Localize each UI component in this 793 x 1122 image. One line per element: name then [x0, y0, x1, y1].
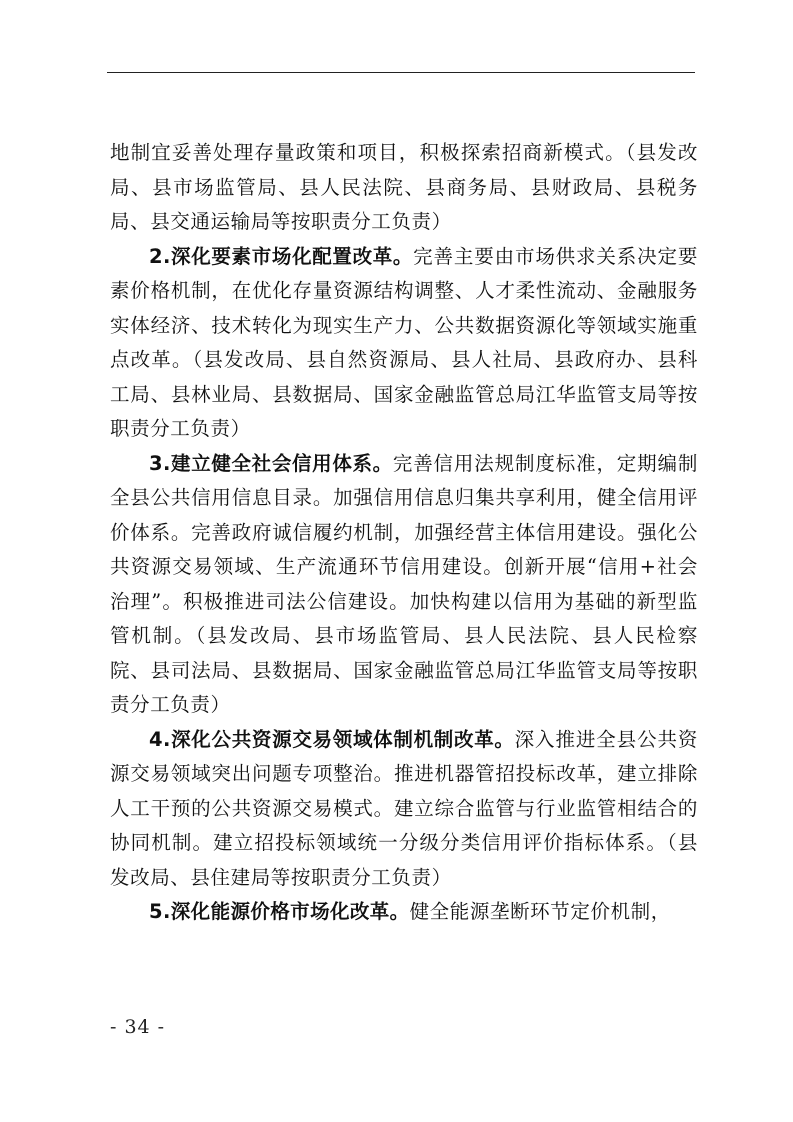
page-number: - 34 -: [110, 1016, 166, 1038]
reform-item-title: 3.建立健全社会信用体系。: [149, 451, 393, 475]
header-rule: [107, 72, 695, 73]
reform-item-4: [110, 723, 698, 896]
reform-item-3: [110, 447, 698, 723]
reform-item-body: 完善信用法规制度标准，定期编制全县公共信用信息目录。加强信用信息归集共享利用，健全信用评价体系。完善政府诚信履约机制，加强经营主体信用建设。强化公共资源交易领域、生产流通环节信用建设。创新开展“信用+社会治理”。积极推进司法公信建设。加快构建以信用为基础的新型监管机制。（县发改局、县市场监管局、县人民法院、县人民检察院、县司法局、县数据局、国家金融监管总局江华监管支局等按职责分工负责）: [110, 451, 698, 716]
reform-item-5: [110, 895, 698, 930]
reform-item-2: [110, 240, 698, 447]
reform-item-title: 2.深化要素市场化配置改革。: [149, 244, 414, 268]
reform-item-body: 完善主要由市场供求关系决定要素价格机制，在优化存量资源结构调整、人才柔性流动、金融服务实体经济、技术转化为现实生产力、公共数据资源化等领域实施重点改革。（县发改局、县自然资源局、县人社局、县政府办、县科工局、县林业局、县数据局、国家金融监管总局江华监管支局等按职责分工负责）: [110, 244, 699, 440]
reform-item-title: 4.深化公共资源交易领域体制机制改革。: [149, 727, 515, 751]
reform-item-body: 健全能源垄断环节定价机制，: [409, 900, 671, 923]
reform-item-title: 5.深化能源价格市场化改革。: [149, 900, 410, 923]
reform-item-body: 深入推进全县公共资源交易领域突出问题专项整治。推进机器管招投标改革，建立排除人工干预的公共资源交易模式。建立综合监管与行业监管相结合的协同机制。建立招投标领域统一分级分类信用评价指标体系。（县发改局、县住建局等按职责分工负责）: [110, 727, 699, 889]
document-body: [110, 136, 698, 930]
continuation-paragraph: 地制宜妥善处理存量政策和项目，积极探索招商新模式。（县发改局、县市场监管局、县人民法院、县商务局、县财政局、县税务局、县交通运输局等按职责分工负责）: [110, 141, 698, 233]
